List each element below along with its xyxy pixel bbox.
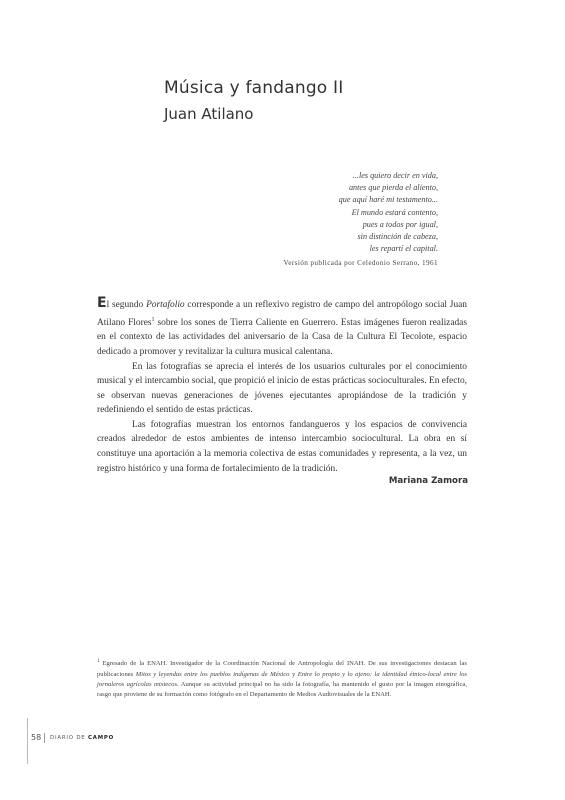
epigraph-line: ...les quiero decir en vida, — [352, 171, 438, 180]
footnote-text: Egresado de la ENAH. Investigador de la Coordinación Nacional de Antropología del INAH. De sus investigaciones destacan las publicaciones — [97, 660, 467, 678]
portafolio-italic: Portafolio — [146, 300, 185, 310]
paragraph-text: corresponde a un reflexivo registro de campo del antropólogo social Juan Atilano Flores — [97, 300, 467, 328]
paragraph-1 — [97, 295, 467, 360]
footnote-reference: 1 — [151, 316, 155, 323]
footer-divider — [44, 733, 45, 743]
paragraph-text: l segundo — [106, 300, 147, 310]
footnote-text: . Aunque su actividad principal no ha sido la fotografía, ha mantenido el gusto por la imagen etnográfica, rasgo que proviene de su formación como fotógrafo en el Departamento de Medios Audiovisuales de la ENAH. — [97, 681, 467, 699]
epigraph-line: sin distinción de cabeza, — [357, 232, 438, 242]
epigraph-line: antes que pierda el aliento, — [348, 183, 438, 193]
epigraph — [158, 170, 438, 270]
signature: Mariana Zamora — [388, 476, 468, 486]
paragraph-3: Las fotografías muestran los entornos fandangueros y los espacios de convivencia creados alrededor de estos ambientes de intenso intercambio sociocultural. La obra en sí constituye una aportación a la memoria colectiva de estas comunidades y representa, a la vez, un registro histórico y una forma de fortalecimiento de la tradición. — [97, 419, 467, 474]
article-title: Música y fandango II — [164, 78, 344, 98]
drop-cap: E — [97, 295, 107, 311]
journal-name-light: DIARIO DE — [50, 735, 88, 741]
paragraph-2: En las fotografías se aprecia el interés de los usuarios culturales por el conocimiento musical y el intercambio social, que propició el inicio de estas prácticas socioculturales. En efecto, se observan nuevas generaciones de jóvenes ejecutantes apropiándose de la tradición y redefiniendo el sentido de estas prácticas. — [97, 361, 467, 416]
epigraph-line: pues a todos por igual, — [362, 219, 438, 229]
page-number: 58 — [31, 733, 42, 742]
footer-vertical-rule — [27, 718, 28, 764]
footnote-italic: Entre lo propio y lo ajeno: la identidad étnico-local entre los jornaleros agrícolas mixtecos — [97, 670, 467, 688]
journal-name — [50, 735, 114, 741]
article-body — [97, 295, 467, 476]
article-author: Juan Atilano — [164, 105, 254, 123]
footnote — [97, 657, 467, 701]
epigraph-line: que aquí haré mi testamento... — [338, 195, 438, 205]
epigraph-source: Versión publicada por Celedonio Serrano, 1961 — [283, 259, 438, 268]
paragraph-text: sobre los sones de Tierra Caliente en Guerrero. Estas imágenes fueron realizadas en el contexto de las actividades del aniversario de la Casa de la Cultura El Tecolote, espacio dedicado a promover y revitalizar la cultura musical calentana. — [97, 317, 467, 357]
footnote-text: y — [289, 670, 298, 678]
footnote-marker: 1 — [97, 659, 100, 664]
epigraph-line: El mundo estará contento, — [351, 207, 438, 217]
epigraph-line: les repartí el capital. — [369, 244, 438, 254]
footnote-italic: Mitos y leyendas entre los pueblos indígenas de México — [135, 670, 290, 678]
journal-name-bold: CAMPO — [88, 735, 115, 741]
